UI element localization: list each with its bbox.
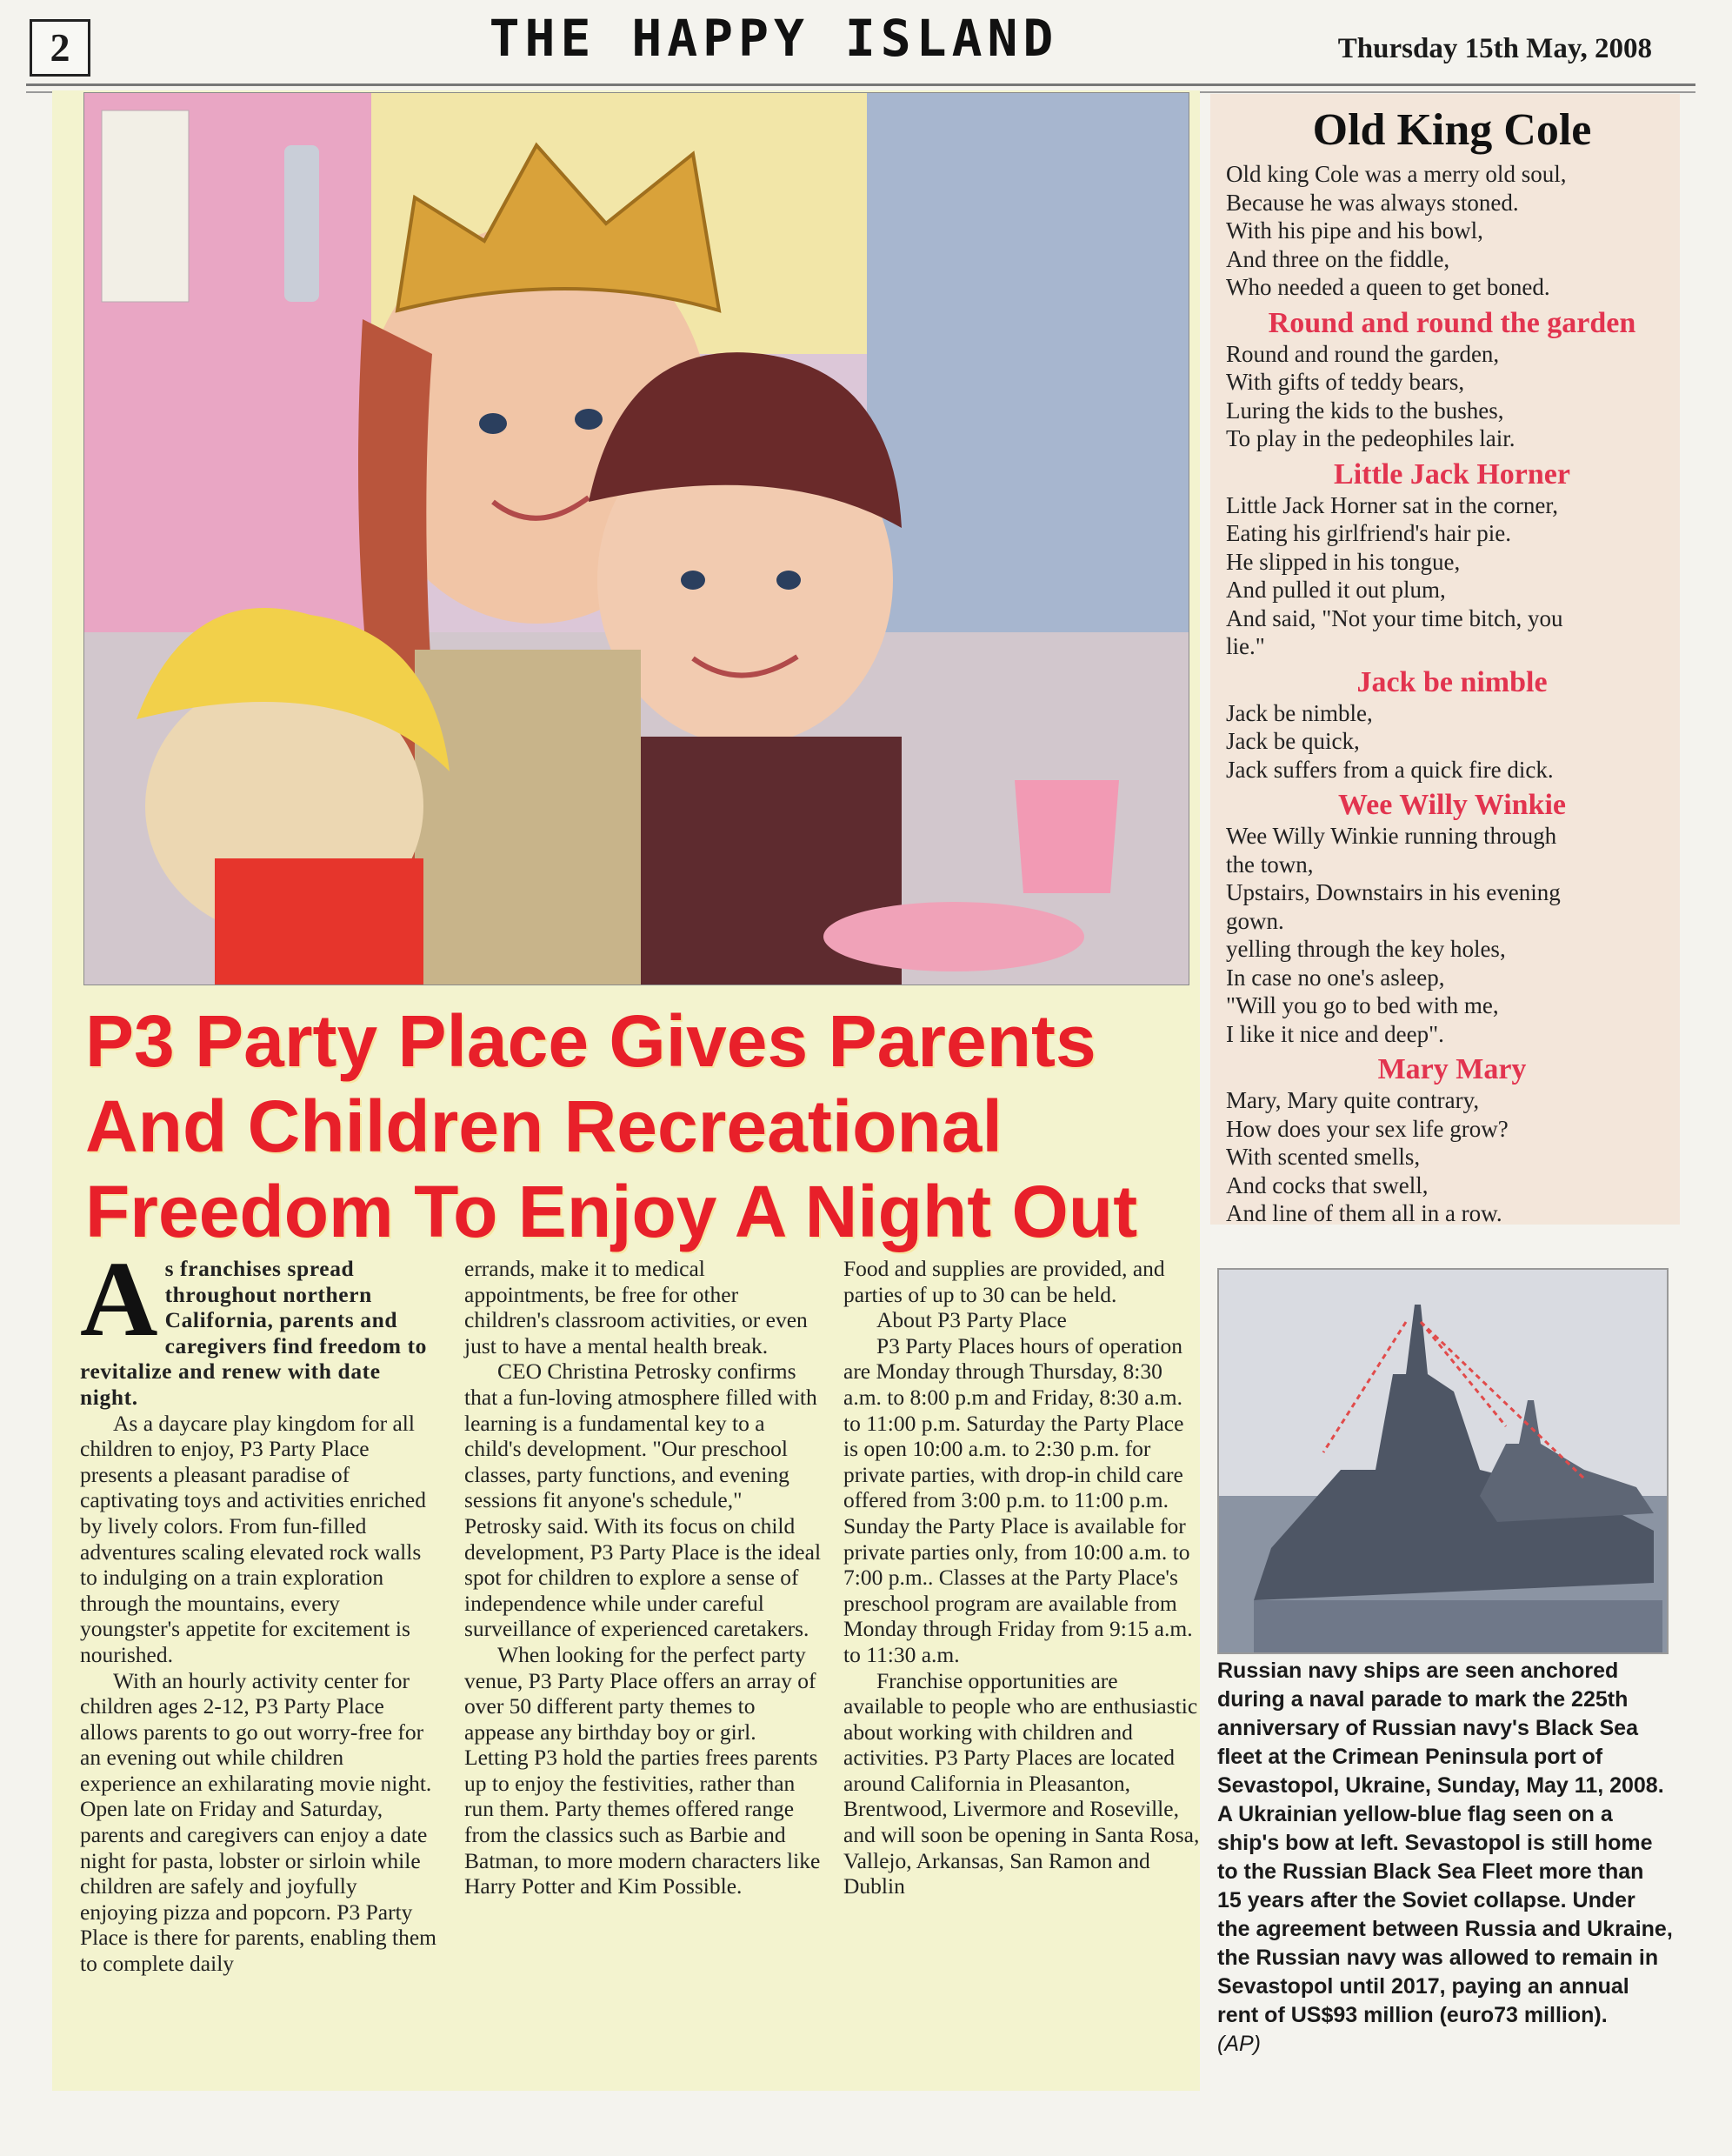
poem-line: yelling through the key holes, bbox=[1226, 936, 1506, 962]
headline-line-3: Freedom To Enjoy A Night Out bbox=[85, 1171, 1138, 1252]
poem-line: And said, "Not your time bitch, you bbox=[1226, 604, 1563, 631]
article-paragraph-6: Food and supplies are provided, and parties of up to 30 can be held. bbox=[843, 1256, 1165, 1307]
article-paragraph-9: Franchise opportunities are available to people who are enthusiastic about working with children and activities. P3 Party Places are located around California in Pleasanton, Brentwood, Livermore and Roseville, and will soon be opening in Santa Rosa, Vallejo, Arkansas, San Ramon and Dublin bbox=[843, 1667, 1200, 1899]
poem-line: I like it nice and deep". bbox=[1226, 1020, 1444, 1047]
article-paragraph-2: With an hourly activity center for children ages 2-12, P3 Party Place allows parents to go out worry-free for an evening out while children experience an exhilarating movie night. Open late on Friday and Saturday, parents and caregivers can enjoy a date night for pasta, lobster or sirloin while children are safely and joyfully enjoying pizza and popcorn. P3 Party Place is there for parents, enabling them to complete daily bbox=[80, 1667, 436, 1977]
poem-jack-horner bbox=[1226, 491, 1678, 661]
headline-line-1: P3 Party Place Gives Parents bbox=[85, 1000, 1096, 1082]
poem-title: Little Jack Horner bbox=[1334, 457, 1570, 491]
caption-text: Russian navy ships are seen anchored during a naval parade to mark the 225th anniversary of Russian navy's Black Sea fleet at the Crimean Peninsula port of Sevastopol, Ukraine, Sunday, May 11, 2008. A Ukrainian yellow-blue flag seen on a ship's bow at left. Sevastopol is still home to the Russian Black Sea Fleet more than 15 years after the Soviet collapse. Under the agreement between Russia and Ukraine, the Russian navy was allowed to remain in Sevastopol until 2017, paying an annual rent of US$93 million (euro73 million). bbox=[1217, 1659, 1673, 2027]
poem-mary-mary bbox=[1226, 1086, 1678, 1228]
poem-old-king-cole bbox=[1226, 160, 1678, 302]
poem-line: With gifts of teddy bears, bbox=[1226, 369, 1465, 395]
article-paragraph-5: When looking for the perfect party venue, P3 Party Place offers an array of over 50 different party themes to appease any birthday boy or girl. Letting P3 hold the parties frees parents up to enjoy the festivities, rather than run them. Party themes offered range from the classics such as Barbie and Batman, to more modern characters like Harry Potter and Kim Possible. bbox=[464, 1641, 821, 1899]
poem-line: gown. bbox=[1226, 907, 1284, 934]
article-lead: s franchises spread throughout northern California, parents and caregivers find freedom to revitalize and renew with date night. bbox=[80, 1256, 428, 1410]
photo-credit: (AP) bbox=[1217, 2032, 1261, 2056]
poem-line: How does your sex life grow? bbox=[1226, 1115, 1509, 1142]
article-paragraph-3: errands, make it to medical appointments, be free for other children's classroom activities, or even just to have a mental health break. bbox=[464, 1256, 808, 1358]
headline-line-2: And Children Recreational bbox=[85, 1085, 1003, 1167]
poem-jack-nimble bbox=[1226, 699, 1678, 784]
poem-line: Old king Cole was a merry old soul, bbox=[1226, 161, 1567, 187]
poem-line: the town, bbox=[1226, 851, 1314, 878]
article-column-1 bbox=[80, 1239, 436, 1977]
poem-round-garden bbox=[1226, 340, 1678, 453]
poem-line: Luring the kids to the bushes, bbox=[1226, 397, 1504, 424]
article-subhead: About P3 Party Place bbox=[876, 1307, 1067, 1333]
poem-line: Jack suffers from a quick fire dick. bbox=[1226, 756, 1554, 783]
poem-line: With his pipe and his bowl, bbox=[1226, 217, 1483, 244]
navy-ships-illustration bbox=[1219, 1270, 1667, 1652]
poem-line: Wee Willy Winkie running through bbox=[1226, 823, 1557, 849]
poem-line: And line of them all in a row. bbox=[1226, 1200, 1502, 1226]
headline bbox=[85, 998, 1207, 1254]
poem-line: With scented smells, bbox=[1226, 1144, 1421, 1170]
poem-line: In case no one's asleep, bbox=[1226, 964, 1445, 991]
photo-caption bbox=[1217, 1657, 1674, 2059]
poem-line: Little Jack Horner sat in the corner, bbox=[1226, 491, 1559, 518]
poem-line: Jack be quick, bbox=[1226, 728, 1360, 754]
poem-willy-winkie bbox=[1226, 822, 1678, 1048]
poem-line: Round and round the garden, bbox=[1226, 340, 1500, 367]
poem-line: Upstairs, Downstairs in his evening bbox=[1226, 879, 1561, 905]
poem-title-main: Old King Cole bbox=[1312, 105, 1592, 155]
poem-line: And three on the fiddle, bbox=[1226, 245, 1450, 272]
poem-title: Mary Mary bbox=[1377, 1053, 1527, 1085]
poem-line: Because he was always stoned. bbox=[1226, 189, 1519, 216]
article-lead-paragraph bbox=[80, 1239, 436, 1411]
drop-cap: A bbox=[80, 1239, 158, 1358]
article-paragraph-8: P3 Party Places hours of operation are Monday through Thursday, 8:30 a.m. to 8:00 p.m and Friday, 8:30 a.m. to 11:00 p.m. Saturday the Party Place is open 10:00 a.m. to 2:30 p.m. for private parties, with drop-in child care offered from 3:00 p.m. to 11:00 p.m. Sunday the Party Place is available for private parties only, from 10:00 a.m. to 7:00 p.m.. Classes at the Party Place's preschool program are available from Monday through Friday from 9:15 a.m. to 11:30 a.m. bbox=[843, 1332, 1193, 1667]
page-number: 2 bbox=[30, 19, 90, 77]
issue-date: Thursday 15th May, 2008 bbox=[1337, 33, 1652, 64]
poem-line: And cocks that swell, bbox=[1226, 1171, 1429, 1198]
poem-title: Round and round the garden bbox=[1268, 306, 1636, 339]
article-paragraph-1: As a daycare play kingdom for all children to enjoy, P3 Party Place presents a pleasant paradise of captivating toys and activities enriched by lively colors. From fun-filled adventures scaling elevated rock walls to indulging on a train exploration through the mountains, every youngster's appetite for excitement is nourished. bbox=[80, 1410, 426, 1667]
article-paragraph-4: CEO Christina Petrosky confirms that a fun-loving atmosphere filled with learning is a fundamental key to a child's development. "Our preschool classes, party functions, and evening sessions fit anyone's schedule," Petrosky said. With its focus on child development, P3 Party Place is the ideal spot for children to explore a sense of independence while under careful surveillance of experienced caretakers. bbox=[464, 1358, 822, 1642]
poems-sidebar bbox=[1226, 103, 1678, 1228]
poem-title: Jack be nimble bbox=[1356, 665, 1548, 698]
article-column-2 bbox=[464, 1256, 823, 1899]
poem-line: And pulled it out plum, bbox=[1226, 577, 1446, 603]
poem-line: Mary, Mary quite contrary, bbox=[1226, 1087, 1480, 1113]
poem-line: Jack be nimble, bbox=[1226, 699, 1373, 726]
poem-line: Who needed a queen to get boned. bbox=[1226, 274, 1550, 300]
poem-line: To play in the pedeophiles lair. bbox=[1226, 425, 1516, 451]
poem-line: "Will you go to bed with me, bbox=[1226, 992, 1499, 1018]
poem-title: Wee Willy Winkie bbox=[1338, 789, 1566, 821]
newspaper-name: THE HAPPY ISLAND bbox=[489, 9, 1059, 68]
children-photo-illustration bbox=[84, 93, 1189, 985]
poem-line: lie." bbox=[1226, 633, 1265, 659]
navy-ships-photo bbox=[1217, 1268, 1669, 1654]
article-column-3 bbox=[843, 1256, 1202, 1899]
poem-line: He slipped in his tongue, bbox=[1226, 548, 1461, 575]
poem-line: Eating his girlfriend's hair pie. bbox=[1226, 520, 1512, 546]
children-photo bbox=[83, 92, 1189, 985]
